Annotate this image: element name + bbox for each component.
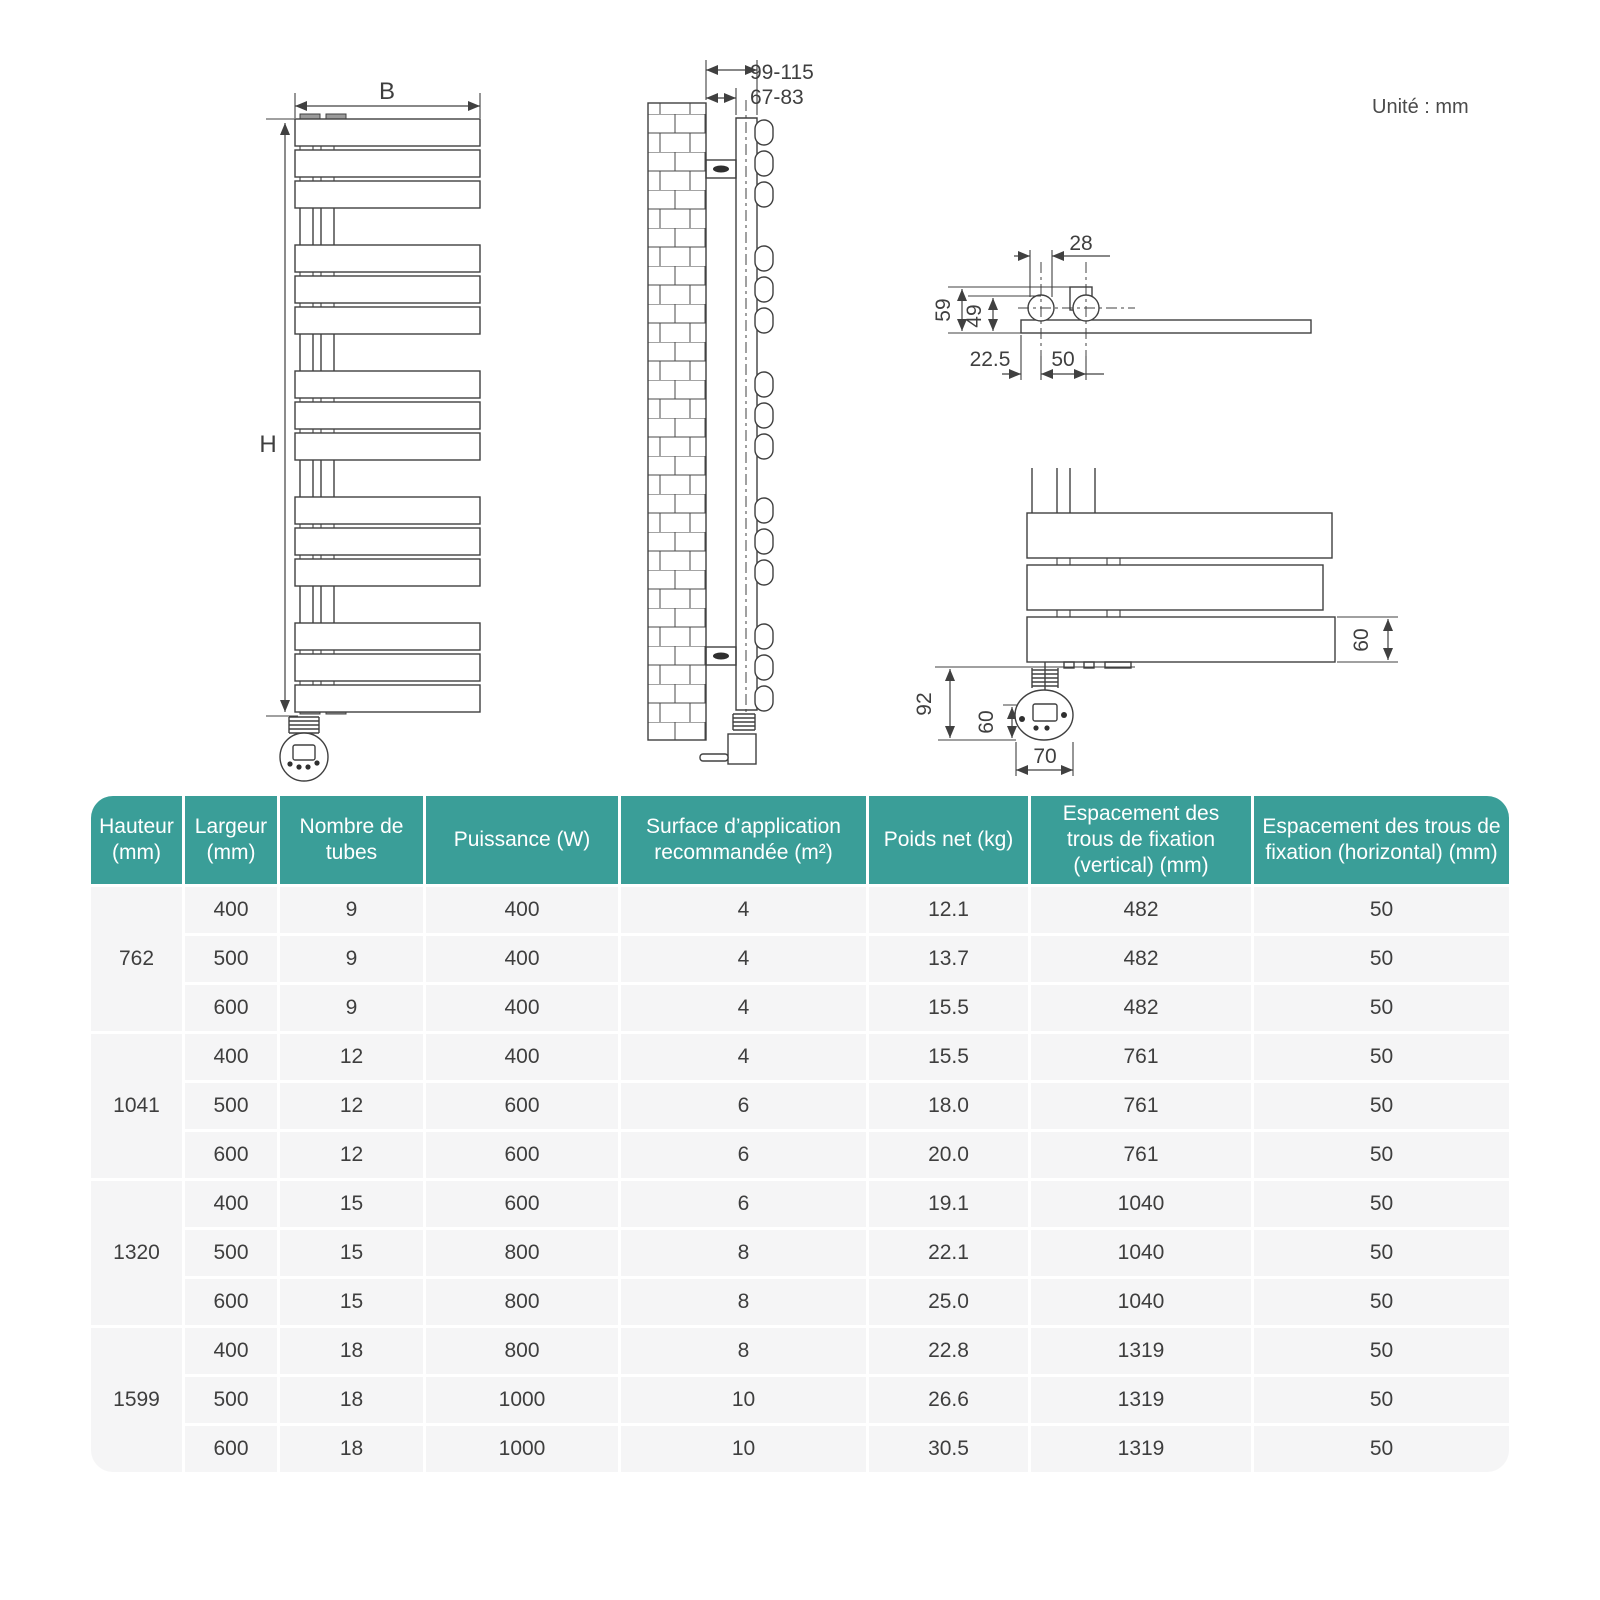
- brick-wall: [648, 103, 706, 740]
- bottom-92-label: 92: [913, 692, 936, 716]
- data-cell: 500: [185, 1230, 277, 1276]
- data-cell: 4: [621, 887, 866, 933]
- col-header-espacement-horizontal: Espacement des trous de fixation (horizontal) (mm): [1254, 796, 1509, 884]
- data-cell: 800: [426, 1230, 618, 1276]
- col-header-poids: Poids net (kg): [869, 796, 1028, 884]
- side-view-diagram: [648, 60, 814, 764]
- detail-28-label: 28: [1069, 232, 1093, 255]
- data-cell: 400: [426, 936, 618, 982]
- spec-table-container: [88, 793, 1512, 1475]
- data-cell: 600: [426, 1181, 618, 1227]
- data-cell: 50: [1254, 936, 1509, 982]
- data-cell: 4: [621, 985, 866, 1031]
- data-cell: 6: [621, 1083, 866, 1129]
- data-cell: 50: [1254, 1377, 1509, 1423]
- data-cell: 15: [280, 1230, 423, 1276]
- data-cell: 6: [621, 1181, 866, 1227]
- data-cell: 761: [1031, 1132, 1251, 1178]
- table-row: [91, 1230, 1509, 1276]
- col-header-hauteur: Hauteur (mm): [91, 796, 182, 884]
- table-row: [91, 936, 1509, 982]
- data-cell: 18: [280, 1328, 423, 1374]
- data-cell: 800: [426, 1328, 618, 1374]
- data-cell: 482: [1031, 887, 1251, 933]
- data-cell: 15.5: [869, 1034, 1028, 1080]
- bottom-60-right-label: 60: [1350, 628, 1373, 652]
- data-cell: 400: [426, 1034, 618, 1080]
- data-cell: 500: [185, 936, 277, 982]
- data-cell: 4: [621, 936, 866, 982]
- hauteur-cell: 762: [91, 887, 182, 1031]
- table-row: [91, 887, 1509, 933]
- data-cell: 400: [185, 887, 277, 933]
- data-cell: 600: [426, 1132, 618, 1178]
- hauteur-cell: 1041: [91, 1034, 182, 1178]
- data-cell: 1040: [1031, 1230, 1251, 1276]
- data-cell: 50: [1254, 1083, 1509, 1129]
- header-row: [91, 796, 1509, 884]
- side-depth-wall-label: 67-83: [750, 86, 804, 109]
- hauteur-cell: 1599: [91, 1328, 182, 1472]
- data-cell: 1319: [1031, 1328, 1251, 1374]
- detail-50-label: 50: [1051, 348, 1075, 371]
- wall-bracket-top: [706, 160, 736, 178]
- bracket-detail-diagram: [932, 232, 1311, 380]
- data-cell: 22.1: [869, 1230, 1028, 1276]
- data-cell: 482: [1031, 936, 1251, 982]
- data-cell: 13.7: [869, 936, 1028, 982]
- data-cell: 1319: [1031, 1426, 1251, 1472]
- data-cell: 50: [1254, 985, 1509, 1031]
- data-cell: 50: [1254, 1426, 1509, 1472]
- table-row: [91, 1426, 1509, 1472]
- bottom-70-label: 70: [1033, 745, 1057, 768]
- data-cell: 1000: [426, 1426, 618, 1472]
- table-row: [91, 1132, 1509, 1178]
- front-view-diagram: [259, 78, 480, 781]
- data-cell: 400: [426, 887, 618, 933]
- data-cell: 18: [280, 1377, 423, 1423]
- data-cell: 400: [185, 1034, 277, 1080]
- data-cell: 50: [1254, 1181, 1509, 1227]
- data-cell: 8: [621, 1230, 866, 1276]
- table-row: [91, 1377, 1509, 1423]
- data-cell: 1040: [1031, 1279, 1251, 1325]
- table-row: [91, 1083, 1509, 1129]
- detail-49-label: 49: [963, 304, 986, 328]
- data-cell: 8: [621, 1328, 866, 1374]
- data-cell: 800: [426, 1279, 618, 1325]
- data-cell: 20.0: [869, 1132, 1028, 1178]
- table-row: [91, 1328, 1509, 1374]
- data-cell: 50: [1254, 1230, 1509, 1276]
- data-cell: 600: [426, 1083, 618, 1129]
- data-cell: 600: [185, 1426, 277, 1472]
- spec-table: [88, 793, 1512, 1475]
- data-cell: 12.1: [869, 887, 1028, 933]
- bottom-view-diagram: [913, 468, 1398, 776]
- data-cell: 12: [280, 1132, 423, 1178]
- technical-drawings: [0, 0, 1600, 785]
- front-width-dim-label: B: [378, 78, 396, 105]
- data-cell: 1000: [426, 1377, 618, 1423]
- data-cell: 19.1: [869, 1181, 1028, 1227]
- hauteur-cell: 1320: [91, 1181, 182, 1325]
- col-header-espacement-vertical: Espacement des trous de fixation (vertical) (mm): [1031, 796, 1251, 884]
- data-cell: 15: [280, 1279, 423, 1325]
- data-cell: 18: [280, 1426, 423, 1472]
- data-cell: 8: [621, 1279, 866, 1325]
- unit-label: Unité : mm: [1372, 96, 1469, 118]
- data-cell: 10: [621, 1377, 866, 1423]
- data-cell: 9: [280, 985, 423, 1031]
- detail-22-5-label: 22.5: [969, 348, 1011, 371]
- data-cell: 500: [185, 1377, 277, 1423]
- data-cell: 761: [1031, 1034, 1251, 1080]
- data-cell: 4: [621, 1034, 866, 1080]
- data-cell: 25.0: [869, 1279, 1028, 1325]
- detail-59-label: 59: [932, 298, 955, 322]
- front-height-dim-label: H: [259, 431, 277, 458]
- data-cell: 50: [1254, 1034, 1509, 1080]
- data-cell: 400: [185, 1328, 277, 1374]
- data-cell: 26.6: [869, 1377, 1028, 1423]
- data-cell: 761: [1031, 1083, 1251, 1129]
- data-cell: 9: [280, 936, 423, 982]
- col-header-tubes: Nombre de tubes: [280, 796, 423, 884]
- data-cell: 1040: [1031, 1181, 1251, 1227]
- data-cell: 50: [1254, 1328, 1509, 1374]
- data-cell: 15.5: [869, 985, 1028, 1031]
- data-cell: 500: [185, 1083, 277, 1129]
- data-cell: 12: [280, 1034, 423, 1080]
- side-depth-total-label: 99-115: [750, 61, 814, 84]
- col-header-largeur: Largeur (mm): [185, 796, 277, 884]
- data-cell: 600: [185, 1132, 277, 1178]
- data-cell: 600: [185, 1279, 277, 1325]
- table-row: [91, 1181, 1509, 1227]
- col-header-surface: Surface d’application recommandée (m²): [621, 796, 866, 884]
- col-header-puissance: Puissance (W): [426, 796, 618, 884]
- heating-element-side: [700, 714, 756, 764]
- data-cell: 600: [185, 985, 277, 1031]
- data-cell: 50: [1254, 887, 1509, 933]
- data-cell: 50: [1254, 1132, 1509, 1178]
- table-row: [91, 985, 1509, 1031]
- data-cell: 400: [185, 1181, 277, 1227]
- table-row: [91, 1279, 1509, 1325]
- bottom-60-left-label: 60: [975, 710, 998, 734]
- heating-element-bottom: [1015, 662, 1073, 740]
- wall-bracket-bottom: [706, 647, 736, 665]
- data-cell: 22.8: [869, 1328, 1028, 1374]
- data-cell: 15: [280, 1181, 423, 1227]
- data-cell: 18.0: [869, 1083, 1028, 1129]
- data-cell: 1319: [1031, 1377, 1251, 1423]
- data-cell: 30.5: [869, 1426, 1028, 1472]
- data-cell: 400: [426, 985, 618, 1031]
- spec-table-body: [91, 887, 1509, 1472]
- data-cell: 6: [621, 1132, 866, 1178]
- data-cell: 12: [280, 1083, 423, 1129]
- data-cell: 482: [1031, 985, 1251, 1031]
- heating-element-front: [280, 717, 328, 781]
- data-cell: 9: [280, 887, 423, 933]
- data-cell: 50: [1254, 1279, 1509, 1325]
- data-cell: 10: [621, 1426, 866, 1472]
- table-row: [91, 1034, 1509, 1080]
